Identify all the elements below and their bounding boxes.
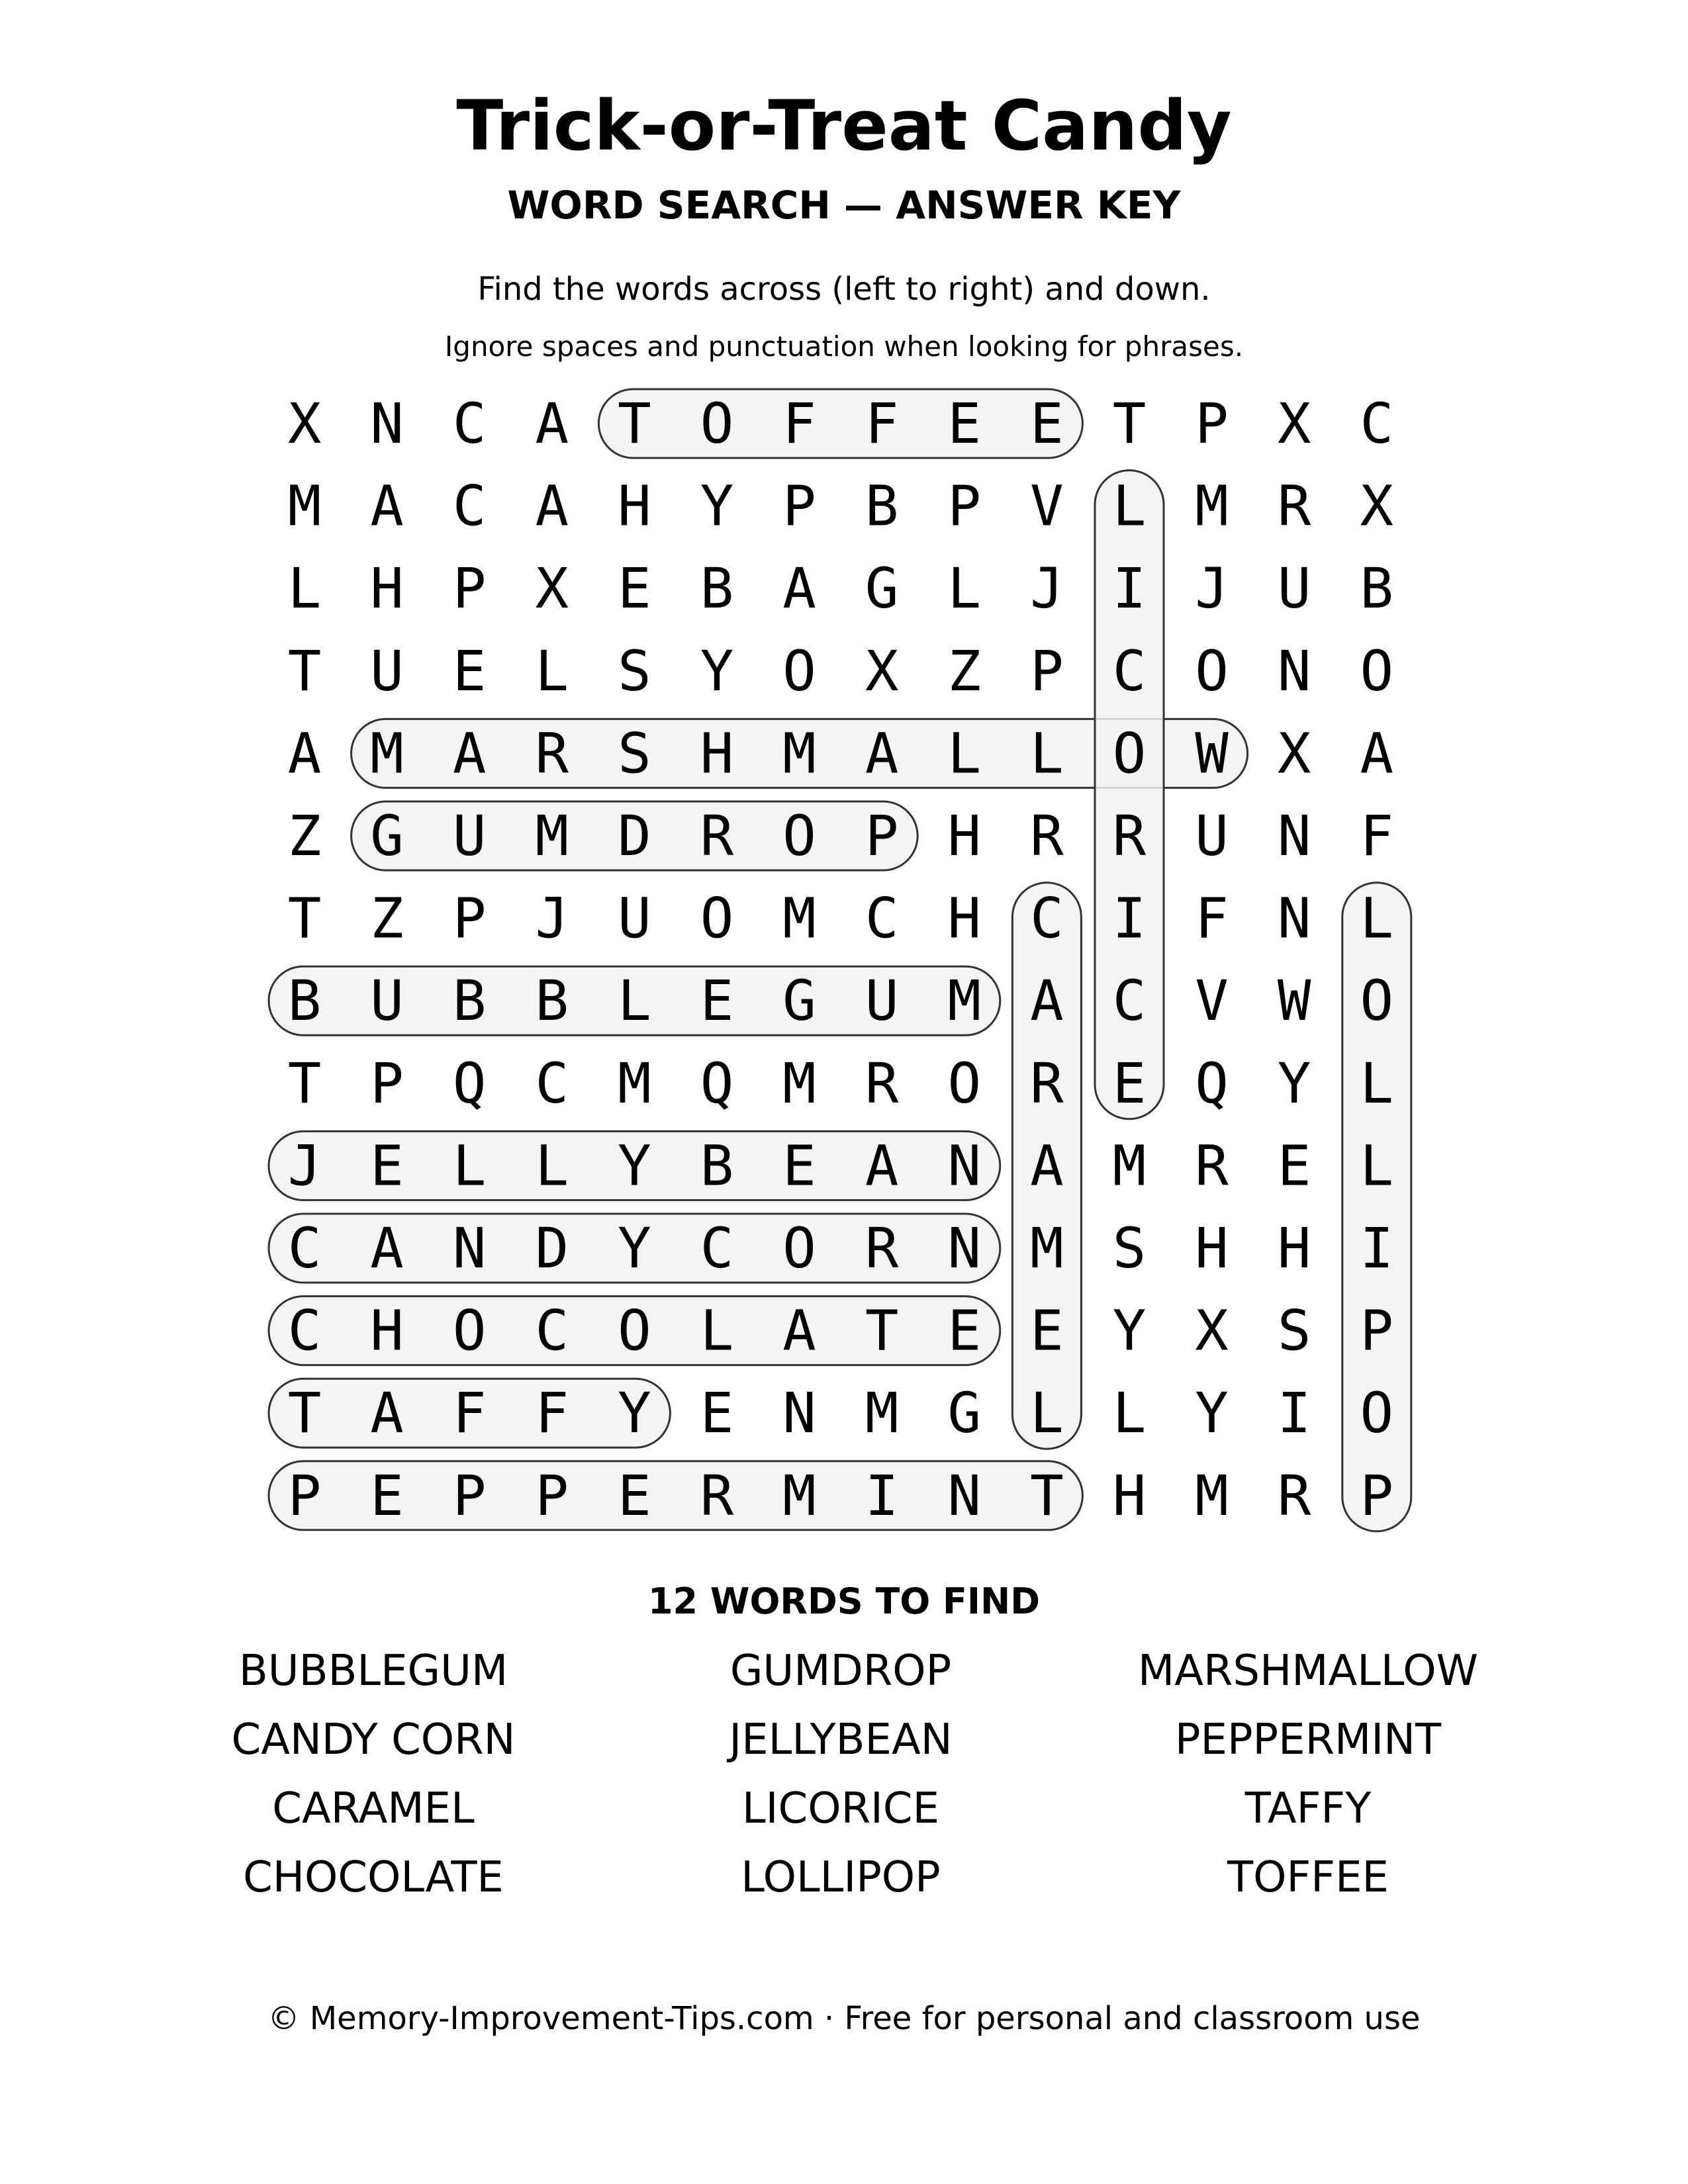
grid-letter: R [535, 721, 569, 786]
word-list-item: MARSHMALLOW [1138, 1647, 1478, 1696]
grid-letter: A [452, 721, 487, 786]
word-list-item: BUBBLEGUM [238, 1647, 508, 1696]
grid-letter: T [865, 1298, 899, 1363]
grid-letter: X [865, 638, 899, 704]
grid-letter: N [782, 1381, 816, 1446]
grid-letter: G [782, 968, 816, 1034]
grid-letter: J [1195, 556, 1229, 621]
grid-letter: E [370, 1133, 404, 1199]
grid-letter: I [1360, 1216, 1394, 1281]
grid-letter: T [287, 1381, 322, 1446]
grid-letter: E [782, 1133, 816, 1199]
grid-letter: U [1277, 556, 1311, 621]
grid-letter: N [452, 1216, 487, 1281]
grid-letter: P [865, 803, 899, 868]
grid-letter: I [1112, 556, 1147, 621]
grid-letter: X [1277, 721, 1311, 786]
grid-letter: E [1030, 391, 1064, 456]
grid-letter: J [535, 886, 569, 951]
grid-letter: Z [947, 638, 982, 704]
grid-letter: N [947, 1216, 982, 1281]
grid-letter: F [452, 1381, 487, 1446]
grid-letter: L [1360, 1050, 1394, 1116]
grid-letter: Y [1277, 1050, 1311, 1116]
grid-letter: E [947, 1298, 982, 1363]
grid-letter: M [618, 1050, 651, 1116]
grid-letter: P [452, 556, 487, 621]
grid-letter: F [865, 391, 899, 456]
grid-letter: A [1360, 721, 1394, 786]
grid-letter: Z [370, 886, 404, 951]
grid-letter: F [1360, 803, 1394, 868]
grid-letter: Y [1195, 1381, 1229, 1446]
grid-letter: T [1112, 391, 1147, 456]
grid-letter: S [618, 721, 651, 786]
grid-letter: C [535, 1050, 569, 1116]
grid-letter: T [1030, 1463, 1064, 1528]
word-list-heading: 12 WORDS TO FIND [647, 1580, 1041, 1622]
grid-letter: A [370, 473, 404, 539]
grid-letter: C [1112, 638, 1147, 704]
grid-letter: M [1195, 473, 1229, 539]
grid-letter: O [782, 638, 816, 704]
grid-letter: Q [452, 1050, 487, 1116]
grid-letter: Y [618, 1381, 651, 1446]
grid-letter: E [618, 556, 651, 621]
grid-letter: P [287, 1463, 322, 1528]
grid-letter: O [1195, 638, 1229, 704]
grid-letter: L [618, 968, 651, 1034]
grid-letter: P [782, 473, 816, 539]
grid-letter: F [535, 1381, 569, 1446]
grid-letter: O [1360, 638, 1394, 704]
grid-letter: M [1112, 1133, 1147, 1199]
grid-letter: N [947, 1133, 982, 1199]
grid-letter: X [1360, 473, 1394, 539]
grid-letter: H [700, 721, 734, 786]
word-list-item: TOFFEE [1227, 1853, 1389, 1902]
grid-letter: O [782, 1216, 816, 1281]
grid-letter: P [535, 1463, 569, 1528]
grid-letter: P [370, 1050, 404, 1116]
page-title: Trick-or-Treat Candy [456, 85, 1232, 166]
grid-letter: J [1030, 556, 1064, 621]
word-list-item: LICORICE [741, 1784, 940, 1833]
grid-letter: Y [618, 1133, 651, 1199]
grid-letter: R [865, 1050, 899, 1116]
grid-letter: S [1277, 1298, 1311, 1363]
grid-letter: Q [700, 1050, 734, 1116]
grid-letter: L [1030, 1381, 1064, 1446]
grid-letter: C [535, 1298, 569, 1363]
grid-letter: B [700, 1133, 734, 1199]
word-list-item: CARAMEL [272, 1784, 475, 1833]
word-list-item: CHOCOLATE [243, 1853, 504, 1902]
grid-letter: M [947, 968, 982, 1034]
answer-highlights [269, 389, 1411, 1531]
grid-letter: Z [287, 803, 322, 868]
grid-letter: O [1360, 1381, 1394, 1446]
grid-letter: T [287, 1050, 322, 1116]
grid-letter: P [1195, 391, 1229, 456]
grid-letter: V [1030, 473, 1064, 539]
grid-letter: A [782, 1298, 816, 1363]
grid-letter: H [370, 1298, 404, 1363]
grid-letter: P [1360, 1298, 1394, 1363]
grid-letter: A [535, 473, 569, 539]
grid-letter: C [452, 391, 487, 456]
grid-letter: A [865, 721, 899, 786]
grid-letter: U [370, 968, 404, 1034]
grid-letter: M [782, 1463, 816, 1528]
grid-letter: S [1112, 1216, 1147, 1281]
grid-letter: P [1360, 1463, 1394, 1528]
grid-letter: T [287, 886, 322, 951]
grid-letter: H [618, 473, 651, 539]
grid-letter: H [1195, 1216, 1229, 1281]
grid-letter: X [1195, 1298, 1229, 1363]
grid-letter: R [865, 1216, 899, 1281]
grid-letter: A [1030, 1133, 1064, 1199]
grid-letter: X [1277, 391, 1311, 456]
grid-letter: Y [700, 473, 734, 539]
grid-letter: R [1030, 1050, 1064, 1116]
grid-letter: R [1112, 803, 1147, 868]
grid-letter: O [700, 391, 734, 456]
grid-letter: A [1030, 968, 1064, 1034]
grid-letter: H [1112, 1463, 1147, 1528]
highlight-toffee [598, 389, 1082, 458]
grid-letter: L [1360, 886, 1394, 951]
word-list-item: LOLLIPOP [741, 1853, 941, 1902]
grid-letter: U [618, 886, 651, 951]
grid-letter: C [1030, 886, 1064, 951]
instruction-line-1: Find the words across (left to right) and down. [477, 271, 1211, 308]
grid-letter: V [1195, 968, 1229, 1034]
grid-letter: L [287, 556, 322, 621]
grid-letter: A [782, 556, 816, 621]
grid-letter: P [452, 886, 487, 951]
grid-letter: C [700, 1216, 734, 1281]
grid-letter: C [865, 886, 899, 951]
grid-letter: M [370, 721, 404, 786]
grid-letter: P [452, 1463, 487, 1528]
grid-letter: I [1277, 1381, 1311, 1446]
grid-letter: C [1360, 391, 1394, 456]
grid-letter: M [1030, 1216, 1064, 1281]
grid-letter: X [287, 391, 322, 456]
grid-letter: M [782, 721, 816, 786]
grid-letter: E [1112, 1050, 1147, 1116]
grid-letter: L [947, 556, 982, 621]
grid-letter: H [947, 803, 982, 868]
grid-letter: M [287, 473, 322, 539]
grid-letter: B [452, 968, 487, 1034]
grid-letter: E [700, 1381, 734, 1446]
grid-letter: Y [1112, 1298, 1147, 1363]
grid-letter: E [700, 968, 734, 1034]
grid-letter: O [452, 1298, 487, 1363]
grid-letter: C [1112, 968, 1147, 1034]
grid-letter: O [782, 803, 816, 868]
grid-letter: O [947, 1050, 982, 1116]
grid-letter: E [1277, 1133, 1311, 1199]
grid-letter: B [1360, 556, 1394, 621]
grid-letter: Y [618, 1216, 651, 1281]
grid-letter: L [1112, 473, 1147, 539]
grid-letter: O [1360, 968, 1394, 1034]
grid-letter: A [865, 1133, 899, 1199]
grid-letter: A [287, 721, 322, 786]
grid-letter: M [865, 1381, 899, 1446]
word-list-item: PEPPERMINT [1174, 1715, 1442, 1764]
grid-letter: G [370, 803, 404, 868]
grid-letter: U [865, 968, 899, 1034]
grid-letter: R [1030, 803, 1064, 868]
grid-letter: O [700, 886, 734, 951]
footer-credit: © Memory-Improvement-Tips.com · Free for personal and classroom use [267, 2000, 1421, 2037]
grid-letter: L [1030, 721, 1064, 786]
grid-letter: Y [700, 638, 734, 704]
grid-letter: H [947, 886, 982, 951]
grid-letter: G [947, 1381, 982, 1446]
grid-letter: X [535, 556, 569, 621]
grid-letter: I [865, 1463, 899, 1528]
grid-letter: N [1277, 803, 1311, 868]
word-list-item: CANDY CORN [231, 1715, 516, 1764]
grid-letter: B [865, 473, 899, 539]
grid-letter: B [535, 968, 569, 1034]
grid-letter: M [782, 886, 816, 951]
grid-letter: H [370, 556, 404, 621]
grid-letter: N [1277, 886, 1311, 951]
grid-letter: W [1277, 968, 1311, 1034]
grid-letter: O [1112, 721, 1147, 786]
grid-letter: I [1112, 886, 1147, 951]
grid-letter: E [370, 1463, 404, 1528]
grid-letter: L [947, 721, 982, 786]
grid-letter: A [535, 391, 569, 456]
grid-letter: E [1030, 1298, 1064, 1363]
word-list-item: JELLYBEAN [729, 1715, 953, 1764]
grid-letter: H [1277, 1216, 1311, 1281]
grid-letter: C [287, 1298, 322, 1363]
grid-letter: S [618, 638, 651, 704]
grid-letter: M [782, 1050, 816, 1116]
grid-letter: N [947, 1463, 982, 1528]
grid-letter: E [618, 1463, 651, 1528]
grid-letter: Q [1195, 1050, 1229, 1116]
instruction-line-2: Ignore spaces and punctuation when looking for phrases. [444, 330, 1244, 363]
grid-letter: U [1195, 803, 1229, 868]
grid-letter: E [452, 638, 487, 704]
grid-letter: R [1195, 1133, 1229, 1199]
grid-letter: R [700, 1463, 734, 1528]
page-subtitle: WORD SEARCH — ANSWER KEY [507, 183, 1181, 228]
grid-letter: D [535, 1216, 569, 1281]
grid-letter: P [947, 473, 982, 539]
grid-letter: L [452, 1133, 487, 1199]
grid-letter: B [700, 556, 734, 621]
grid-letter: L [1360, 1133, 1394, 1199]
grid-letter: A [370, 1381, 404, 1446]
grid-letter: R [1277, 473, 1311, 539]
grid-letter: O [618, 1298, 651, 1363]
grid-letter: M [535, 803, 569, 868]
grid-letter: A [370, 1216, 404, 1281]
grid-letter: R [1277, 1463, 1311, 1528]
grid-letter: G [865, 556, 899, 621]
grid-letter: F [782, 391, 816, 456]
grid-letter: F [1195, 886, 1229, 951]
grid-letter: J [287, 1133, 322, 1199]
grid-letter: L [535, 638, 569, 704]
grid-letter: B [287, 968, 322, 1034]
grid-letter: N [370, 391, 404, 456]
grid-letter: T [618, 391, 651, 456]
grid-letter: M [1195, 1463, 1229, 1528]
grid-letter: L [1112, 1381, 1147, 1446]
grid-letter: P [1030, 638, 1064, 704]
grid-letter: E [947, 391, 982, 456]
grid-letter: L [700, 1298, 734, 1363]
word-list-item: TAFFY [1244, 1784, 1372, 1833]
grid-letter: C [452, 473, 487, 539]
grid-letter: T [287, 638, 322, 704]
grid-letter: W [1195, 721, 1229, 786]
grid-letter: D [618, 803, 651, 868]
grid-letter: U [370, 638, 404, 704]
word-list-item: GUMDROP [729, 1647, 952, 1696]
grid-letter: N [1277, 638, 1311, 704]
grid-letter: U [452, 803, 487, 868]
grid-letter: C [287, 1216, 322, 1281]
grid-letter: L [535, 1133, 569, 1199]
grid-letter: R [700, 803, 734, 868]
